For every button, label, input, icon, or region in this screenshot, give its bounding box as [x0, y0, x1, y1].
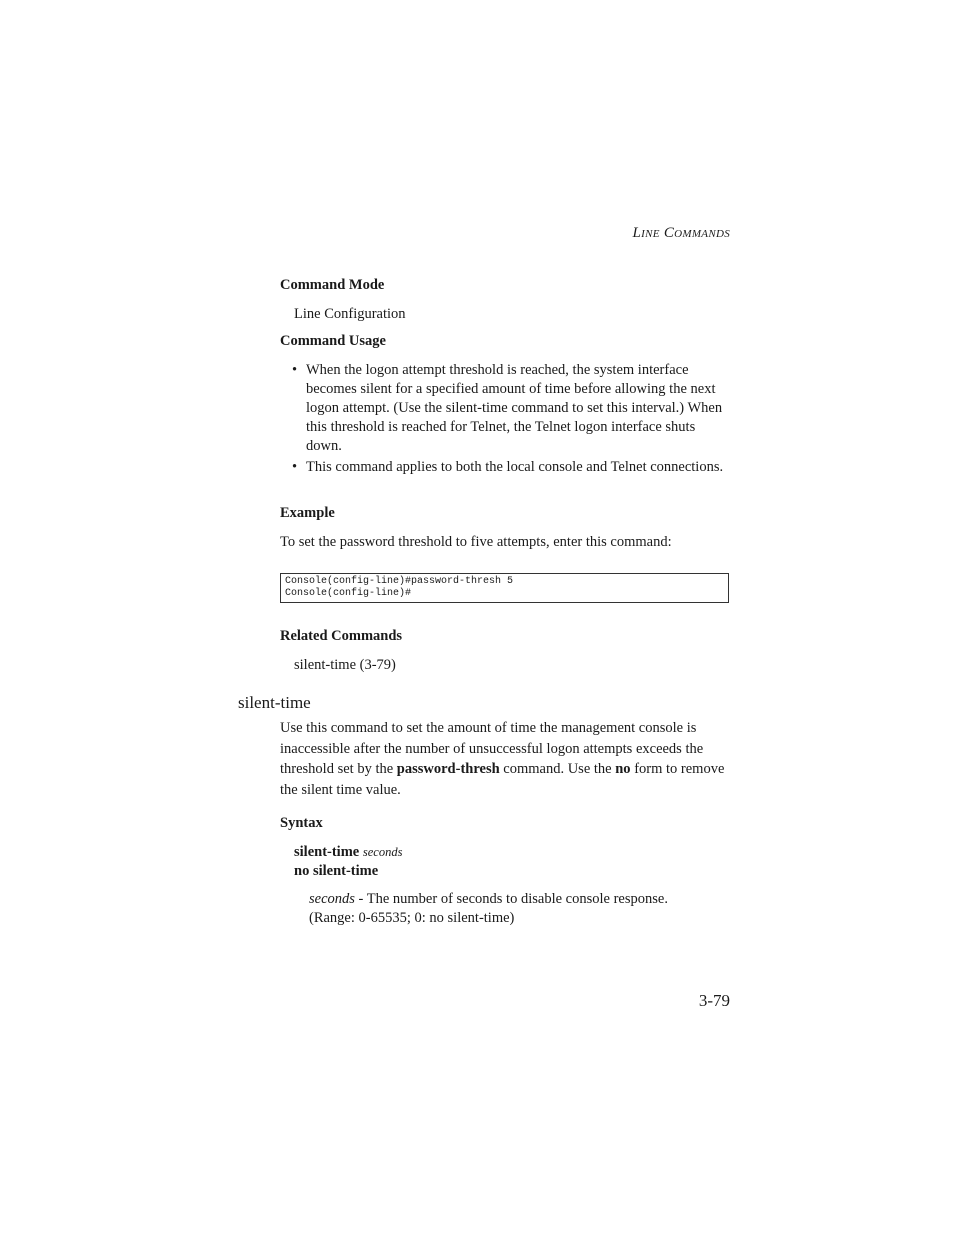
command-mode-value: Line Configuration	[294, 306, 406, 322]
code-line: Console(config-line)#password-thresh 5	[285, 576, 514, 587]
syntax-heading: Syntax	[280, 815, 323, 831]
command-usage-heading: Command Usage	[280, 333, 386, 349]
param-description: seconds - The number of seconds to disable console response.	[309, 891, 668, 907]
list-item: • When the logon attempt threshold is reached, the system interface becomes silent for a specified amount of time before allowing the next logon attempt. (Use the silent-time command to set this interval.) When this threshold is reached for Telnet, the Telnet logon interface shuts down.	[292, 361, 732, 456]
param-range: (Range: 0-65535; 0: no silent-time)	[309, 910, 515, 926]
code-example	[280, 573, 729, 603]
syntax-line: silent-time seconds	[294, 844, 403, 860]
command-mode-heading: Command Mode	[280, 277, 385, 293]
command-usage-list	[292, 361, 732, 479]
running-head: LINE COMMANDS	[632, 225, 730, 241]
example-intro: To set the password threshold to five attempts, enter this command:	[280, 534, 672, 550]
syntax-no-line: no silent-time	[294, 863, 379, 879]
related-commands-value: silent-time (3-79)	[294, 657, 396, 673]
page-number: 3-79	[698, 991, 730, 1010]
list-item: • This command applies to both the local console and Telnet connections.	[292, 458, 732, 477]
section-title: silent-time	[238, 693, 311, 712]
silent-time-description: Use this command to set the amount of time the management console is inaccessible after the number of unsuccessful logon attempts exceeds the threshold set by the password-thresh command. Use the no form to remove the silent time value.	[280, 720, 725, 798]
code-line: Console(config-line)#	[285, 588, 412, 599]
example-heading: Example	[280, 505, 335, 521]
related-commands-heading: Related Commands	[280, 628, 403, 644]
